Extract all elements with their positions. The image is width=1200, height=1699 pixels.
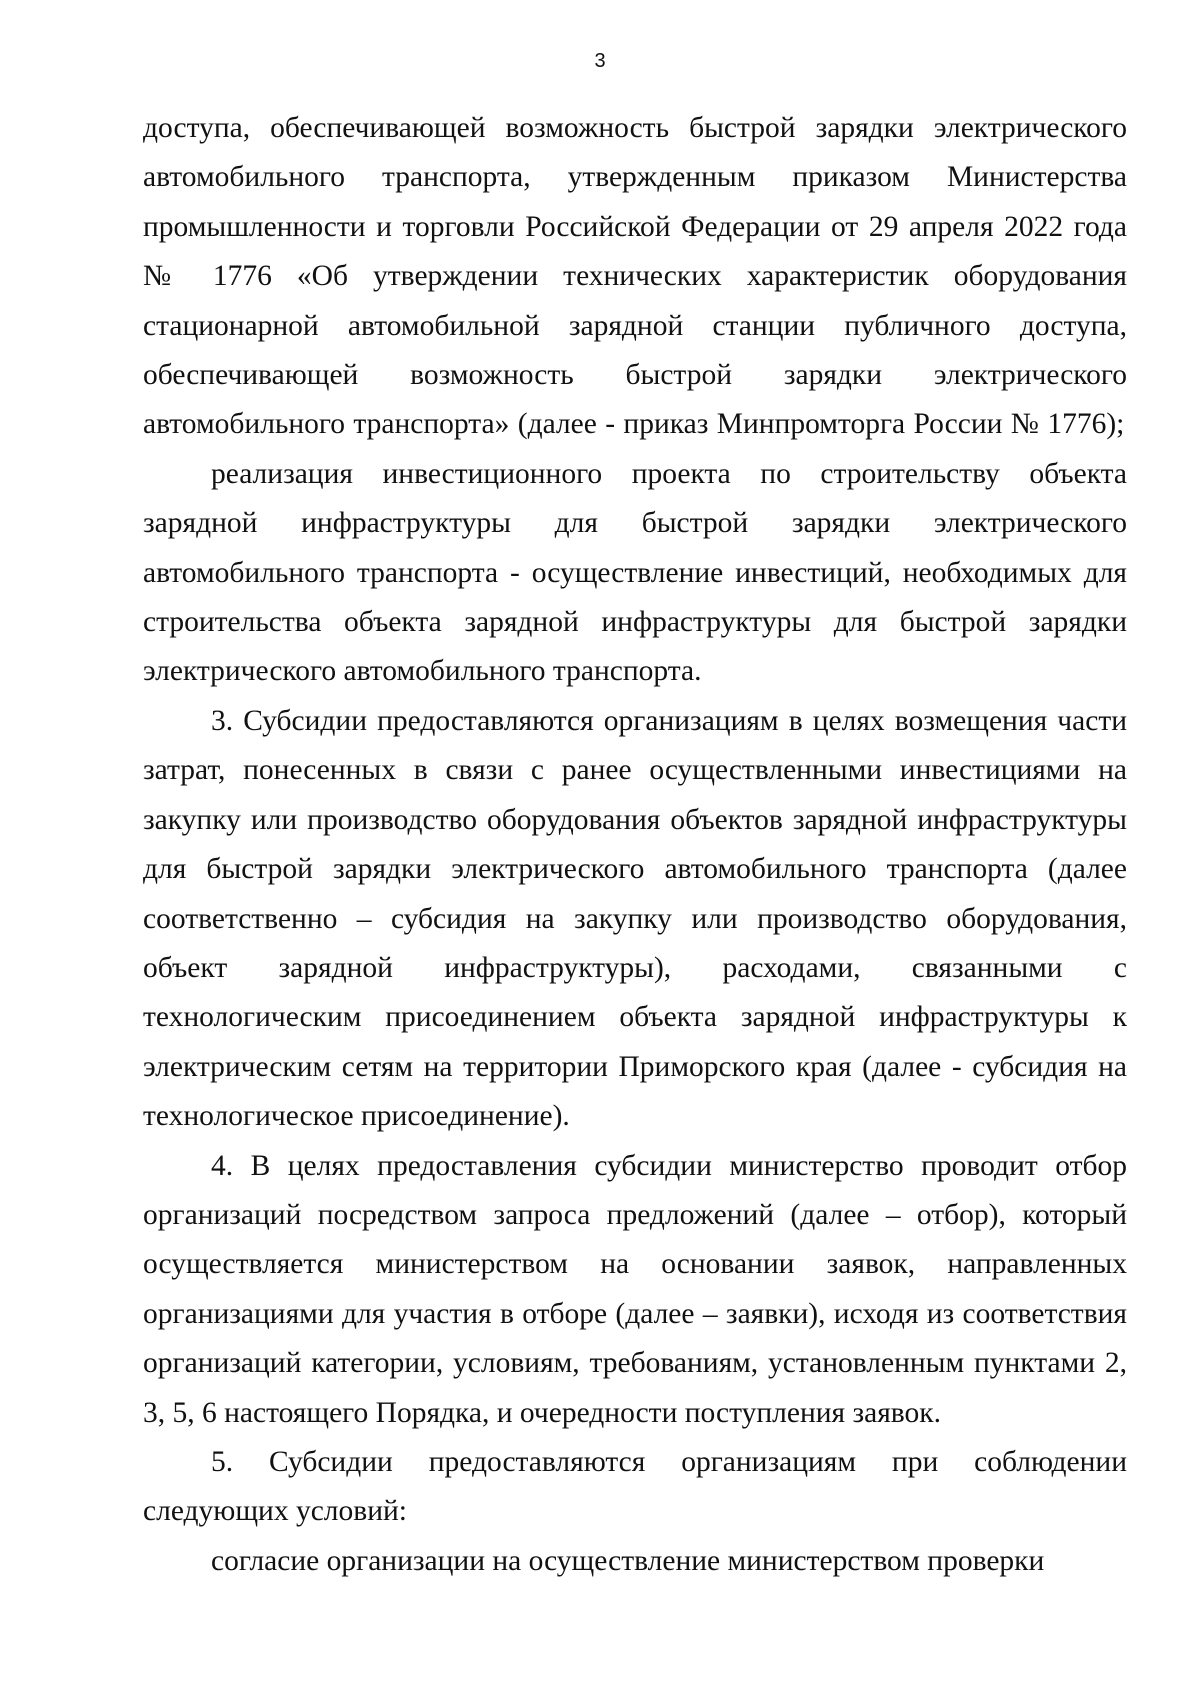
paragraph-continuation: доступа, обеспечивающей возможность быстрой зарядки электрического автомобильного транспорта, утвержденным приказом Министерства промышленности и торговли Российской Федерации от 29 апреля 2022 года № 1776 «Об утверждении технических характеристик оборудования стационарной автомобильной зарядной станции публичного доступа, обеспечивающей возможность быстрой зарядки электрического автомобильного транспорта» (далее - приказ Минпромторга России № 1776); [143, 112, 1127, 441]
paragraph-condition-consent: согласие организации на осуществление министерством проверки [211, 1544, 1045, 1577]
paragraph-clause-5: 5. Субсидии предоставляются организациям при соблюдении следующих условий: [143, 1445, 1127, 1528]
paragraph-investment-project-definition: реализация инвестиционного проекта по строительству объекта зарядной инфраструктуры для быстрой зарядки электрического автомобильного транспорта - осуществление инвестиций, необходимых для строительства объекта зарядной инфраструктуры для быстрой зарядки электрического автомобильного транспорта. [143, 457, 1127, 688]
paragraph-clause-4: 4. В целях предоставления субсидии министерство проводит отбор организаций посредством запроса предложений (далее – отбор), который осуществляется министерством на основании заявок, направленных организациями для участия в отборе (далее – заявки), исходя из соответствия организаций категории, условиям, требованиям, установленным пунктами 2, 3, 5, 6 настоящего Порядка, и очередности поступления заявок. [143, 1149, 1127, 1429]
paragraph-clause-3: 3. Субсидии предоставляются организациям в целях возмещения части затрат, понесенных в связи с ранее осуществленными инвестициями на закупку или производство оборудования объектов зарядной инфраструктуры для быстрой зарядки электрического автомобильного транспорта (далее соответственно – субсидия на закупку или производство оборудования, объект зарядной инфраструктуры), расходами, связанными с технологическим присоединением объекта зарядной инфраструктуры к электрическим сетям на территории Приморского края (далее - субсидия на технологическое присоединение). [143, 704, 1127, 1133]
page-number: 3 [594, 50, 606, 72]
document-body [143, 104, 1127, 1586]
